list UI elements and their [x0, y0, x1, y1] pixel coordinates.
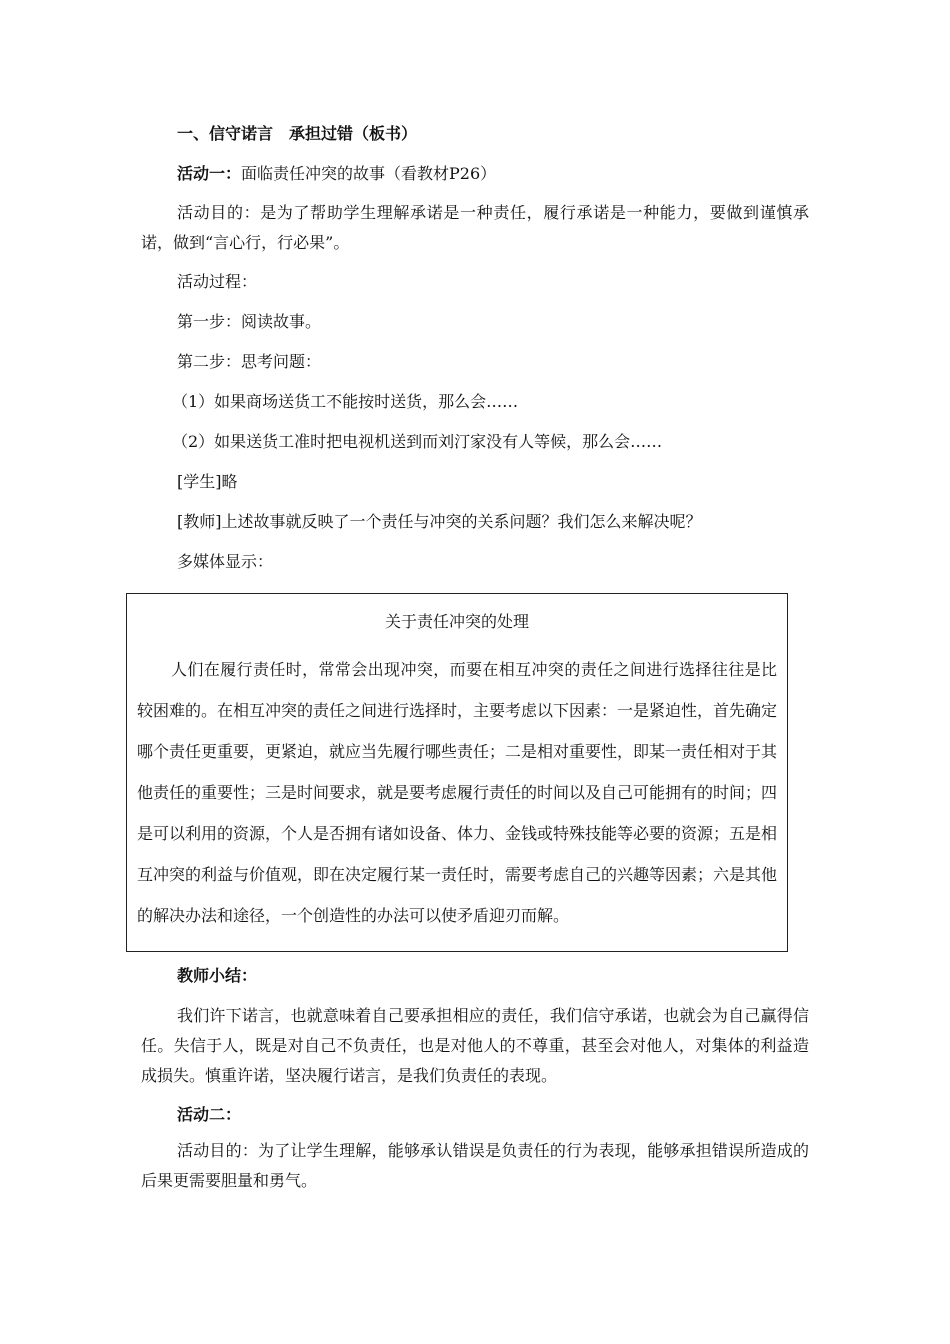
activity1-question1: （1）如果商场送货工不能按时送货，那么会……	[172, 392, 519, 411]
media-box	[126, 593, 788, 952]
activity1-purpose: 活动目的：是为了帮助学生理解承诺是一种责任，履行承诺是一种能力，要做到谨慎承诺，做到“言心行，行必果”。	[141, 203, 809, 252]
summary-body: 我们许下诺言，也就意味着自己要承担相应的责任，我们信守承诺，也就会为自己赢得信任。失信于人，既是对自己不负责任，也是对他人的不尊重，甚至会对他人，对集体的利益造成损失。慎重许诺，坚决履行诺言，是我们负责任的表现。	[141, 1006, 809, 1085]
activity1-teacher: [教师]上述故事就反映了一个责任与冲突的关系问题？我们怎么来解决呢？	[177, 512, 702, 531]
activity1-student: [学生]略	[177, 472, 238, 491]
activity1-step1: 第一步：阅读故事。	[177, 312, 322, 331]
media-box-title: 关于责任冲突的处理	[384, 612, 529, 631]
activity1-label: 活动一：	[177, 164, 242, 183]
activity1-title: 面临责任冲突的故事（看教材P26）	[241, 164, 497, 183]
activity1-heading	[177, 164, 850, 184]
activity2-label: 活动二：	[177, 1105, 242, 1124]
activity1-question2: （2）如果送货工准时把电视机送到而刘汀家没有人等候，那么会……	[172, 432, 663, 451]
activity1-step2: 第二步：思考问题：	[177, 352, 322, 371]
activity1-process-label: 活动过程：	[177, 272, 258, 291]
activity1-media: 多媒体显示：	[177, 552, 274, 571]
summary-label: 教师小结：	[177, 966, 258, 985]
media-box-body: 人们在履行责任时，常常会出现冲突，而要在相互冲突的责任之间进行选择往往是比较困难的。在相互冲突的责任之间进行选择时，主要考虑以下因素：一是紧迫性，首先确定哪个责任更重要，更紧迫，就应当先履行哪些责任；二是相对重要性，即某一责任相对于其他责任的重要性；三是时间要求，就是要考虑履行责任的时间以及自己可能拥有的时间；四是可以利用的资源，个人是否拥有诸如设备、体力、金钱或特殊技能等必要的资源；五是相互冲突的利益与价值观，即在决定履行某一责任时，需要考虑自己的兴趣等因素；六是其他的解决办法和途径，一个创造性的办法可以使矛盾迎刃而解。	[137, 660, 778, 925]
section-heading: 一、信守诺言 承担过错（板书）	[177, 124, 418, 143]
activity2-purpose: 活动目的：为了让学生理解，能够承认错误是负责任的行为表现，能够承担错误所造成的后果更需要胆量和勇气。	[141, 1141, 809, 1190]
